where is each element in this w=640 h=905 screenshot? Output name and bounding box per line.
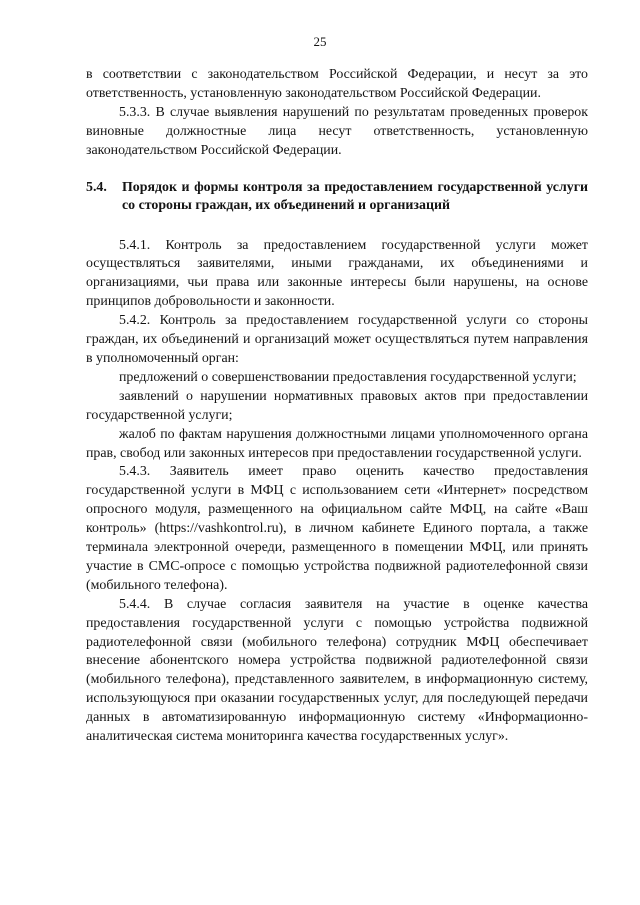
paragraph-5-4-3: 5.4.3. Заявитель имеет право оценить качество предоставления государственной услуги в МФЦ с использованием сети «Интернет» посредством опросного модуля, размещенного на официальном сайте МФЦ, на сайте «Ваш контроль» (https://vashkontrol.ru), в личном кабинете Единого портала, а также терминала электронной очереди, размещенного в помещении МФЦ, или принять участие в СМС-опросе с помощью устройства подвижной радиотелефонной связи (мобильного телефона).	[86, 464, 588, 593]
list-item-statements: заявлений о нарушении нормативных правовых актов при предоставлении государственной услуги;	[86, 388, 588, 423]
section-heading-5-4	[86, 179, 588, 216]
page-body	[86, 66, 588, 747]
list-item-proposals: предложений о совершенствовании предоставления государственной услуги;	[119, 369, 577, 385]
section-title: Порядок и формы контроля за предоставлением государственной услуги со стороны граждан, их объединений и организаций	[122, 179, 588, 214]
paragraph-5-4-2: 5.4.2. Контроль за предоставлением государственной услуги со стороны граждан, их объединений и организаций может осуществляться путем направления в уполномоченный орган:	[86, 313, 588, 366]
paragraph-5-4-1: 5.4.1. Контроль за предоставлением государственной услуги может осуществляться заявителями, иными гражданами, их объединениями и организациями, чьи права или законные интересы были нарушены, на основе принципов добровольности и законности.	[86, 237, 588, 310]
list-item-complaints: жалоб по фактам нарушения должностными лицами уполномоченного органа прав, свобод или законных интересов при предоставлении государственной услуги.	[86, 426, 588, 461]
paragraph-continuation: в соответствии с законодательством Российской Федерации, и несут за это ответственность, установленную законодательством Российской Федерации.	[86, 67, 588, 101]
paragraph-5-3-3: 5.3.3. В случае выявления нарушений по результатам проведенных проверок виновные должностные лица несут ответственность, установленную законодательством Российской Федерации.	[86, 104, 588, 158]
section-number: 5.4.	[86, 179, 107, 195]
paragraph-5-4-4: 5.4.4. В случае согласия заявителя на участие в оценке качества предоставления государственной услуги с помощью устройства подвижной радиотелефонной связи (мобильного телефона) сотрудник МФЦ обеспечивает внесение абонентского номера устройства подвижной радиотелефонной связи (мобильного телефона), представленного заявителем, в информационную систему, использующуюся при оказании государственных услуг, для последующей передачи данных в автоматизированную информационную систему «Информационно-аналитическая система мониторинга качества государственных услуг».	[86, 596, 588, 745]
page-number: 25	[313, 34, 327, 49]
